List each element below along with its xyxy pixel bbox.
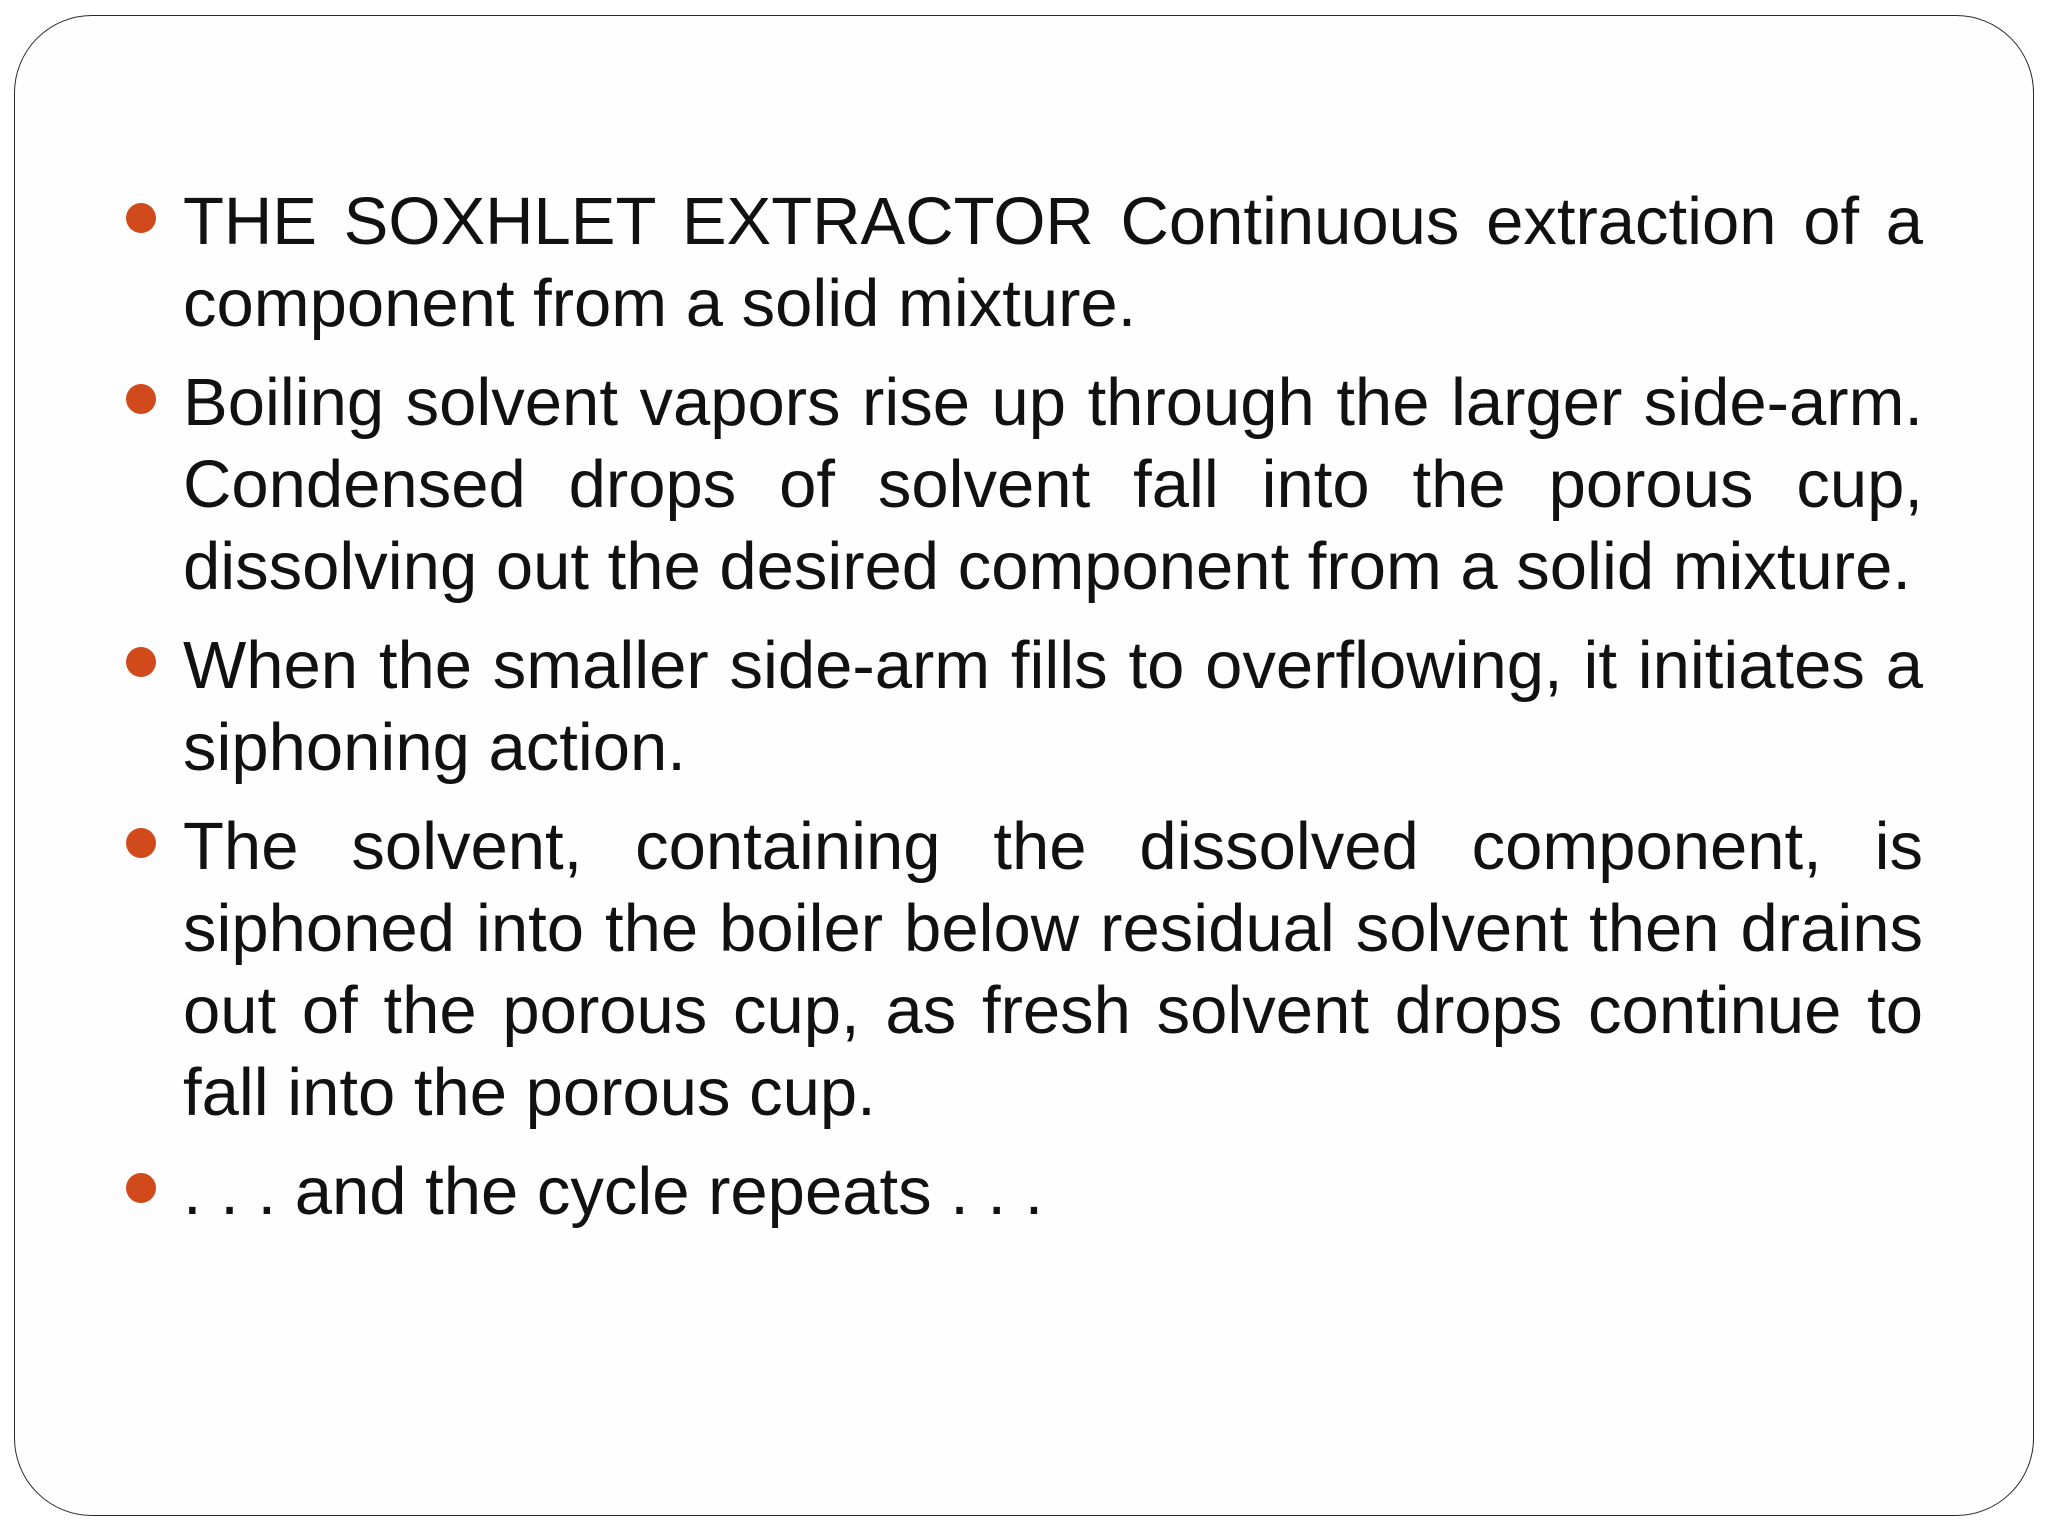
bullet-item: [123, 625, 1923, 789]
bullet-text: The solvent, containing the dissolved component, is siphoned into the boiler below residual solvent then drains out of the porous cup, as fresh solvent drops continue to fall into the porous cup.: [183, 809, 1923, 1130]
bullet-text: . . . and the cycle repeats . . .: [183, 1154, 1044, 1229]
bullet-list: [123, 181, 1923, 1250]
bullet-item: [123, 1151, 1923, 1233]
bullet-dot-icon: [126, 828, 156, 858]
bullet-text: THE SOXHLET EXTRACTOR Continuous extraction of a component from a solid mixture.: [183, 184, 1923, 341]
bullet-dot-icon: [126, 1173, 156, 1203]
bullet-item: [123, 806, 1923, 1134]
bullet-dot-icon: [126, 647, 156, 677]
bullet-text: When the smaller side-arm fills to overflowing, it initiates a siphoning action.: [183, 628, 1923, 785]
bullet-dot-icon: [126, 384, 156, 414]
slide-frame: [14, 15, 2034, 1516]
bullet-text: Boiling solvent vapors rise up through the larger side-arm. Condensed drops of solvent fall into the porous cup, dissolving out the desired component from a solid mixture.: [183, 365, 1923, 604]
bullet-dot-icon: [126, 203, 156, 233]
bullet-item: [123, 362, 1923, 608]
bullet-item: [123, 181, 1923, 345]
